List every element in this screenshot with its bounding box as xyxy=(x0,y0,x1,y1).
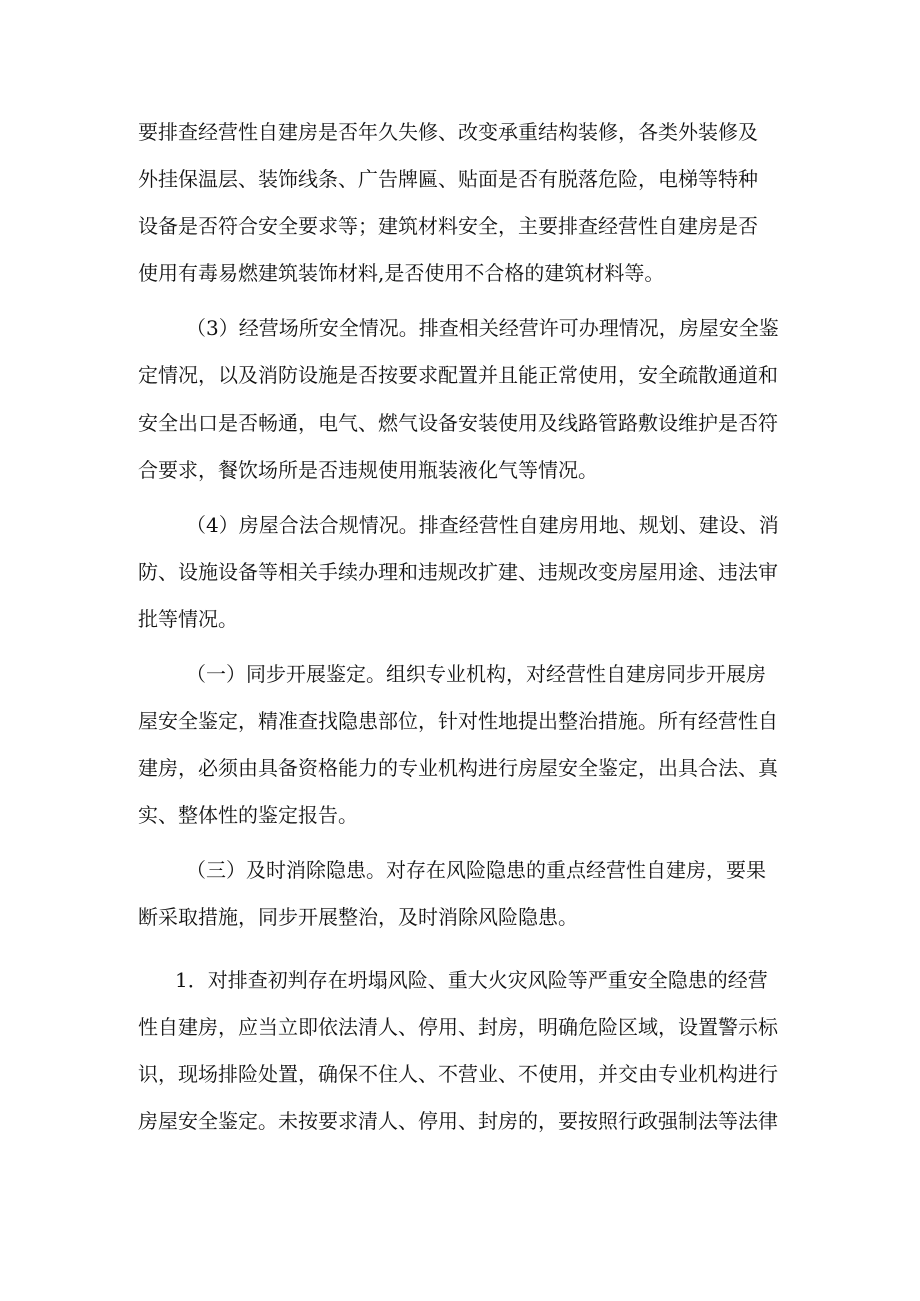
paragraph-2-line-3: 安全出口是否畅通，电气、燃气设备安装使用及线路管路敷设维护是否符 xyxy=(138,411,778,435)
paragraph-6-line-3: 识，现场排险处置，确保不住人、不营业、不使用，并交由专业机构进行 xyxy=(138,1062,778,1086)
paragraph-4-line-1: （一）同步开展鉴定。组织专业机构，对经营性自建房同步开展房 xyxy=(186,662,766,686)
paragraph-2-line-1: （3）经营场所安全情况。排查相关经营许可办理情况，房屋安全鉴 xyxy=(186,316,779,340)
paragraph-4-line-3: 建房，必须由具备资格能力的专业机构进行房屋安全鉴定，出具合法、真 xyxy=(138,756,778,780)
paragraph-6-line-2: 性自建房，应当立即依法清人、停用、封房，明确危险区域，设置警示标 xyxy=(138,1015,778,1039)
paragraph-4-line-4: 实、整体性的鉴定报告。 xyxy=(138,803,358,827)
paragraph-4-line-2: 屋安全鉴定，精准查找隐患部位，针对性地提出整治措施。所有经营性自 xyxy=(138,709,778,733)
paragraph-6-line-4: 房屋安全鉴定。未按要求清人、停用、封房的，要按照行政强制法等法律 xyxy=(138,1109,778,1133)
paragraph-2-line-2: 定情况，以及消防设施是否按要求配置并且能正常使用，安全疏散通道和 xyxy=(138,363,778,387)
paragraph-1-line-1: 要排查经营性自建房是否年久失修、改变承重结构装修，各类外装修及 xyxy=(138,120,758,144)
paragraph-1-line-2: 外挂保温层、装饰线条、广告牌匾、贴面是否有脱落危险，电梯等特种 xyxy=(138,167,758,191)
paragraph-5-line-2: 断采取措施，同步开展整治，及时消除风险隐患。 xyxy=(138,905,578,929)
paragraph-5-line-1: （三）及时消除隐患。对存在风险隐患的重点经营性自建房，要果 xyxy=(186,858,766,882)
paragraph-1-line-4: 使用有毒易燃建筑装饰材料,是否使用不合格的建筑材料等。 xyxy=(138,261,665,285)
paragraph-3-line-2: 防、设施设备等相关手续办理和违规改扩建、违规改变房屋用途、违法审 xyxy=(138,560,778,584)
paragraph-6-line-1: 1．对排查初判存在坍塌风险、重大火灾风险等严重安全隐患的经营 xyxy=(175,968,768,992)
paragraph-1-line-3: 设备是否符合安全要求等；建筑材料安全，主要排查经营性自建房是否 xyxy=(138,214,758,238)
paragraph-3-line-1: （4）房屋合法合规情况。排查经营性自建房用地、规划、建设、消 xyxy=(186,513,779,537)
paragraph-2-line-4: 合要求，餐饮场所是否违规使用瓶装液化气等情况。 xyxy=(138,458,598,482)
paragraph-3-line-3: 批等情况。 xyxy=(138,607,238,631)
